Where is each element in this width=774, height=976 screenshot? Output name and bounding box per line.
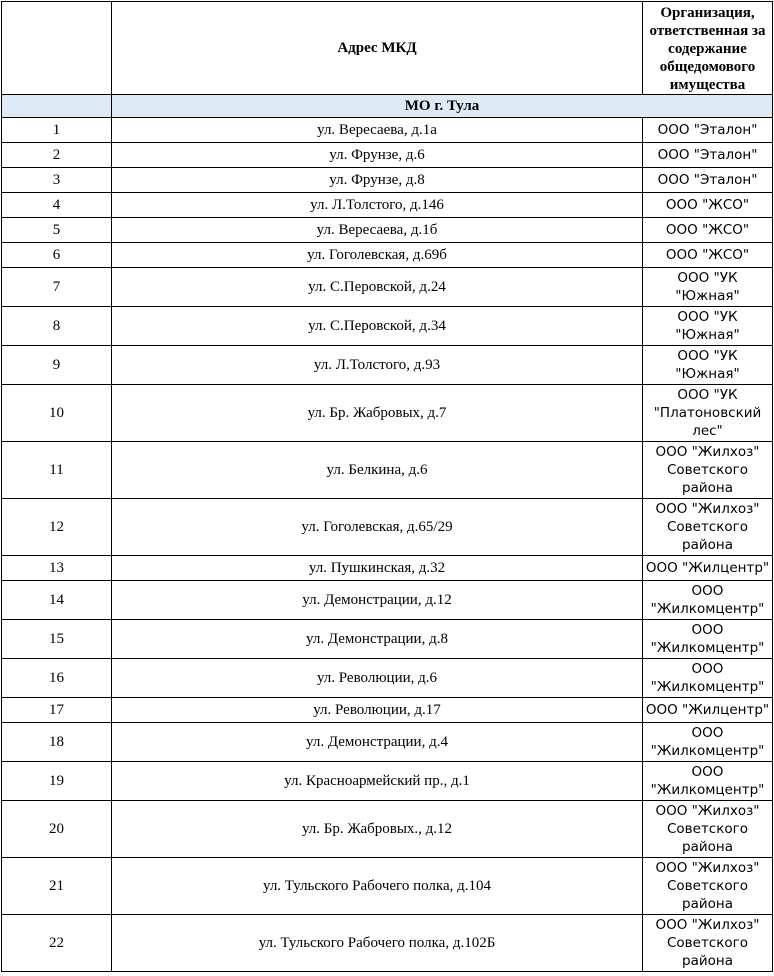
row-address: ул. Фрунзе, д.6 [112, 143, 643, 168]
row-address: ул. Л.Толстого, д.93 [112, 346, 643, 385]
row-number: 20 [2, 801, 112, 858]
table-row [2, 762, 773, 801]
row-number: 4 [2, 193, 112, 218]
row-organization: ООО "УК "Южная" [643, 346, 773, 385]
table-row [2, 243, 773, 268]
row-number: 2 [2, 143, 112, 168]
table-row [2, 346, 773, 385]
row-address: ул. Демонстрации, д.12 [112, 581, 643, 620]
header-number [2, 2, 112, 95]
row-address: ул. Красноармейский пр., д.1 [112, 762, 643, 801]
row-number: 11 [2, 442, 112, 499]
row-address: ул. Фрунзе, д.8 [112, 168, 643, 193]
row-number: 15 [2, 620, 112, 659]
table-row [2, 307, 773, 346]
row-organization: ООО "Жилкомцентр" [643, 581, 773, 620]
row-number: 22 [2, 915, 112, 972]
row-organization: ООО "Жилхоз" Советского района [643, 858, 773, 915]
row-number: 6 [2, 243, 112, 268]
row-address: ул. Вересаева, д.1а [112, 118, 643, 143]
row-organization: ООО "Жилхоз" Советского района [643, 442, 773, 499]
row-address: ул. С.Перовской, д.34 [112, 307, 643, 346]
table-row [2, 723, 773, 762]
row-address: ул. Гоголевская, д.69б [112, 243, 643, 268]
row-organization: ООО "ЖСО" [643, 243, 773, 268]
row-address: ул. С.Перовской, д.24 [112, 268, 643, 307]
row-number: 19 [2, 762, 112, 801]
row-number: 5 [2, 218, 112, 243]
row-number: 3 [2, 168, 112, 193]
table-row [2, 118, 773, 143]
table-row [2, 499, 773, 556]
row-number: 16 [2, 659, 112, 698]
row-address: ул. Тульского Рабочего полка, д.102Б [112, 915, 643, 972]
row-number: 1 [2, 118, 112, 143]
row-address: ул. Гоголевская, д.65/29 [112, 499, 643, 556]
row-number: 8 [2, 307, 112, 346]
row-organization: ООО "ЖСО" [643, 193, 773, 218]
table-row [2, 143, 773, 168]
row-number: 14 [2, 581, 112, 620]
row-address: ул. Революции, д.17 [112, 698, 643, 723]
row-address: ул. Вересаева, д.1б [112, 218, 643, 243]
row-number: 7 [2, 268, 112, 307]
row-number: 13 [2, 556, 112, 581]
region-row [2, 95, 773, 118]
buildings-table [1, 1, 773, 972]
row-organization: ООО "Жилкомцентр" [643, 659, 773, 698]
table-row [2, 801, 773, 858]
row-address: ул. Демонстрации, д.4 [112, 723, 643, 762]
row-address: ул. Бр. Жабровых., д.12 [112, 801, 643, 858]
table-row [2, 218, 773, 243]
table-row [2, 193, 773, 218]
row-organization: ООО "Эталон" [643, 143, 773, 168]
table-row [2, 385, 773, 442]
row-organization: ООО "Жилхоз" Советского района [643, 915, 773, 972]
row-address: ул. Л.Толстого, д.146 [112, 193, 643, 218]
row-organization: ООО "Эталон" [643, 168, 773, 193]
row-number: 17 [2, 698, 112, 723]
row-organization: ООО "УК "Южная" [643, 268, 773, 307]
row-organization: ООО "Жилкомцентр" [643, 723, 773, 762]
row-address: ул. Белкина, д.6 [112, 442, 643, 499]
row-address: ул. Демонстрации, д.8 [112, 620, 643, 659]
row-number: 21 [2, 858, 112, 915]
row-address: ул. Пушкинская, д.32 [112, 556, 643, 581]
table-row [2, 168, 773, 193]
row-address: ул. Бр. Жабровых, д.7 [112, 385, 643, 442]
row-organization: ООО "Жилкомцентр" [643, 620, 773, 659]
row-address: ул. Революции, д.6 [112, 659, 643, 698]
row-number: 18 [2, 723, 112, 762]
row-organization: ООО "УК "Платоновский лес" [643, 385, 773, 442]
header-address: Адрес МКД [112, 2, 643, 95]
table-row [2, 620, 773, 659]
table-row [2, 915, 773, 972]
table-row [2, 268, 773, 307]
table-row [2, 698, 773, 723]
row-organization: ООО "Жилхоз" Советского района [643, 499, 773, 556]
row-address: ул. Тульского Рабочего полка, д.104 [112, 858, 643, 915]
table-row [2, 442, 773, 499]
region-label: МО г. Тула [112, 95, 773, 118]
table-row [2, 659, 773, 698]
row-number: 10 [2, 385, 112, 442]
table-row [2, 556, 773, 581]
row-organization: ООО "Жилкомцентр" [643, 762, 773, 801]
row-organization: ООО "Эталон" [643, 118, 773, 143]
table-row [2, 581, 773, 620]
row-organization: ООО "Жилхоз" Советского района [643, 801, 773, 858]
table-header-row [2, 2, 773, 95]
table-row [2, 858, 773, 915]
row-organization: ООО "Жилцентр" [643, 556, 773, 581]
row-organization: ООО "Жилцентр" [643, 698, 773, 723]
row-organization: ООО "ЖСО" [643, 218, 773, 243]
region-number [2, 95, 112, 118]
row-number: 9 [2, 346, 112, 385]
header-organization: Организация, ответственная за содержание общедомового имущества [643, 2, 773, 95]
row-organization: ООО "УК "Южная" [643, 307, 773, 346]
row-number: 12 [2, 499, 112, 556]
